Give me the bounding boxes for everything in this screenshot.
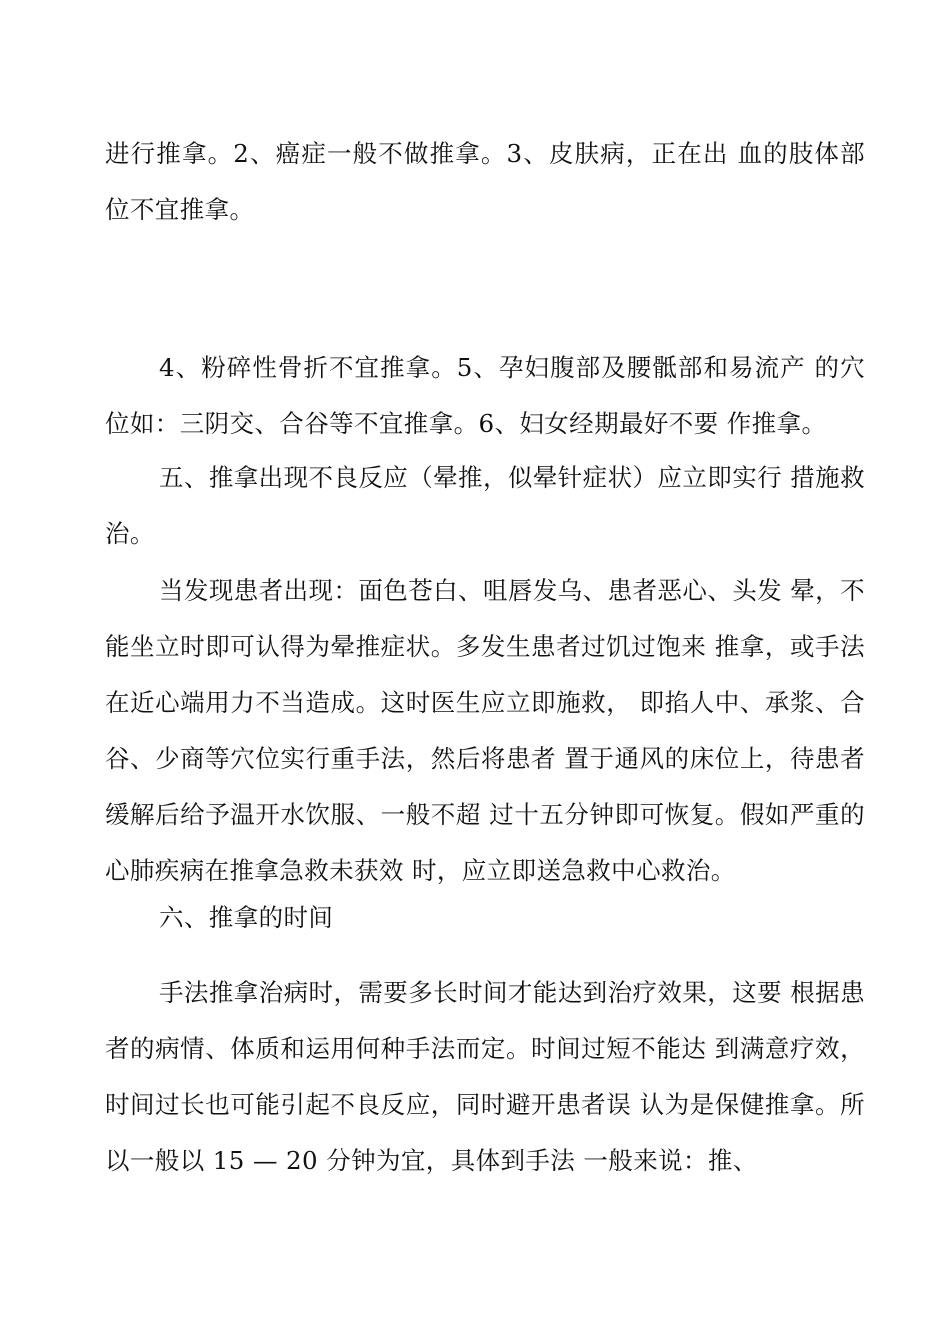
paragraph-massage-duration: 手法推拿治病时，需要多长时间才能达到治疗效果，这要 根据患者的病情、体质和运用何种手法而定。时间过短不能达 到满意疗效，时间过长也可能引起不良反应，同时避开患者误 认为是保健推拿。所以一般以 15 — 20 分钟为宜，具体到手法 一般来说：推、 [105, 978, 865, 1175]
paragraph-contraindications-continued: 进行推拿。2、癌症一般不做推拿。3、皮肤病，正在出 血的肢体部位不宜推拿。 [105, 139, 865, 224]
section-heading-adverse-reaction: 五、推拿出现不良反应（晕推，似晕针症状）应立即实行 措施救治。 [105, 463, 865, 548]
paragraph-fainting-treatment: 当发现患者出现：面色苍白、咀唇发乌、患者恶心、头发 晕，不能坐立时即可认得为晕推症状。多发生患者过饥过饱来 推拿，或手法在近心端用力不当造成。这时医生应立即施救， 即掐人中、承浆、合谷、少商等穴位实行重手法，然后将患者 置于通风的床位上，待患者缓解后给予温开水饮服、一般不超 过十五分钟即可恢复。假如严重的心肺疾病在推拿急救未获效 时，应立即送急救中心救治。 [105, 576, 865, 885]
paragraph-contraindications-4-6: 4、粉碎性骨折不宜推拿。5、孕妇腹部及腰骶部和易流产 的穴位如：三阴交、合谷等不宜推拿。6、妇女经期最好不要 作推拿。 [105, 353, 865, 438]
section-heading-massage-time: 六、推拿的时间 [159, 903, 334, 932]
